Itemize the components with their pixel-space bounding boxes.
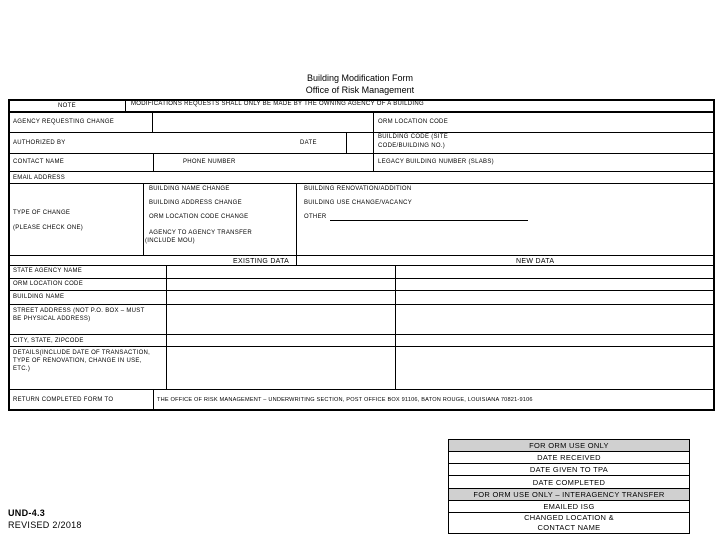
contact-name-orm-label: CONTACT NAME [537, 523, 601, 532]
option-building-use-change[interactable]: BUILDING USE CHANGE/VACANCY [304, 200, 413, 206]
date-received-label: DATE RECEIVED [537, 453, 601, 462]
authorized-by-label: AUTHORIZED BY [13, 140, 66, 146]
legacy-building-number-input[interactable] [520, 154, 712, 170]
emailed-isg-label: EMAILED ISG [543, 502, 595, 511]
form-title: Building Modification Form [306, 73, 414, 83]
new-orm-location-code-input[interactable] [396, 279, 712, 289]
new-details-input[interactable] [396, 347, 712, 388]
date-given-to-tpa-label: DATE GIVEN TO TPA [529, 465, 609, 474]
date-label: DATE [300, 140, 317, 146]
orm-use-only-header: FOR ORM USE ONLY [449, 440, 689, 452]
return-address: THE OFFICE OF RISK MANAGEMENT – UNDERWRITING SECTION, POST OFFICE BOX 91106, BATON ROUGE, LOUISIANA 70821-9106 [157, 397, 533, 403]
contact-name-input[interactable] [80, 154, 152, 170]
new-data-header: NEW DATA [516, 258, 555, 265]
option-other-input[interactable] [330, 220, 528, 221]
existing-city-state-zip-input[interactable] [167, 335, 394, 345]
new-building-name-input[interactable] [396, 291, 712, 303]
existing-details-input[interactable] [167, 347, 394, 388]
row-orm-location-code: ORM LOCATION CODE [13, 281, 83, 287]
date-input[interactable] [347, 133, 372, 152]
existing-building-name-input[interactable] [167, 291, 394, 303]
contact-name-label: CONTACT NAME [13, 159, 65, 165]
option-building-name-change[interactable]: BUILDING NAME CHANGE [149, 186, 230, 192]
interagency-transfer-header: FOR ORM USE ONLY – INTERAGENCY TRANSFER [449, 488, 689, 501]
phone-number-label: PHONE NUMBER [183, 159, 236, 165]
new-city-state-zip-input[interactable] [396, 335, 712, 345]
building-code-label-line2: CODE/BUILDING NO.) [378, 143, 446, 149]
row-street-address: STREET ADDRESS (NOT P.O. BOX – MUST BE PHYSICAL ADDRESS) [13, 308, 145, 322]
option-agency-transfer-note: (INCLUDE MOU) [145, 238, 195, 244]
row-building-name: BUILDING NAME [13, 294, 65, 300]
email-address-input[interactable] [80, 172, 712, 182]
building-code-label-line1: BUILDING CODE (SITE [378, 134, 449, 140]
existing-orm-location-code-input[interactable] [167, 279, 394, 289]
new-street-address-input[interactable] [396, 305, 712, 333]
building-code-input[interactable] [500, 133, 712, 152]
option-other-label: OTHER [304, 214, 327, 220]
existing-street-address-input[interactable] [167, 305, 394, 333]
note-label: NOTE [58, 103, 76, 109]
orm-use-only-box [448, 439, 690, 534]
agency-requesting-change-input[interactable] [153, 112, 372, 131]
phone-number-input[interactable] [245, 154, 372, 170]
type-of-change-instruction: (PLEASE CHECK ONE) [13, 225, 84, 231]
orm-location-code-label: ORM LOCATION CODE [378, 119, 448, 125]
changed-location-label: CHANGED LOCATION & [524, 513, 614, 522]
revised-date: REVISED 2/2018 [8, 520, 82, 530]
agency-requesting-change-label: AGENCY REQUESTING CHANGE [13, 119, 115, 125]
option-agency-transfer[interactable]: AGENCY TO AGENCY TRANSFER [149, 230, 252, 236]
return-form-label: RETURN COMPLETED FORM TO [13, 397, 114, 403]
type-of-change-label: TYPE OF CHANGE [13, 210, 71, 216]
row-details: DETAILS(INCLUDE DATE OF TRANSACTION, TYPE OF RENOVATION, CHANGE IN USE, ETC.) [13, 350, 151, 372]
email-address-label: EMAIL ADDRESS [13, 175, 66, 181]
option-building-address-change[interactable]: BUILDING ADDRESS CHANGE [149, 200, 242, 206]
form-number: UND-4.3 [8, 508, 46, 518]
row-city-state-zip: CITY, STATE, ZIPCODE [13, 338, 84, 344]
option-building-renovation[interactable]: BUILDING RENOVATION/ADDITION [304, 186, 412, 192]
row-state-agency-name: STATE AGENCY NAME [13, 268, 83, 274]
note-text: MODIFICATIONS REQUESTS SHALL ONLY BE MADE BY THE OWNING AGENCY OF A BUILDING [131, 101, 424, 107]
form-subtitle: Office of Risk Management [305, 85, 415, 95]
legacy-building-number-label: LEGACY BUILDING NUMBER (SLABS) [378, 159, 494, 165]
date-completed-label: DATE COMPLETED [532, 478, 606, 487]
new-state-agency-name-input[interactable] [396, 266, 712, 277]
existing-state-agency-name-input[interactable] [167, 266, 394, 277]
authorized-by-input[interactable] [80, 133, 290, 152]
option-orm-location-code-change[interactable]: ORM LOCATION CODE CHANGE [149, 214, 249, 220]
orm-location-code-input[interactable] [470, 112, 712, 131]
existing-data-header: EXISTING DATA [233, 258, 290, 265]
